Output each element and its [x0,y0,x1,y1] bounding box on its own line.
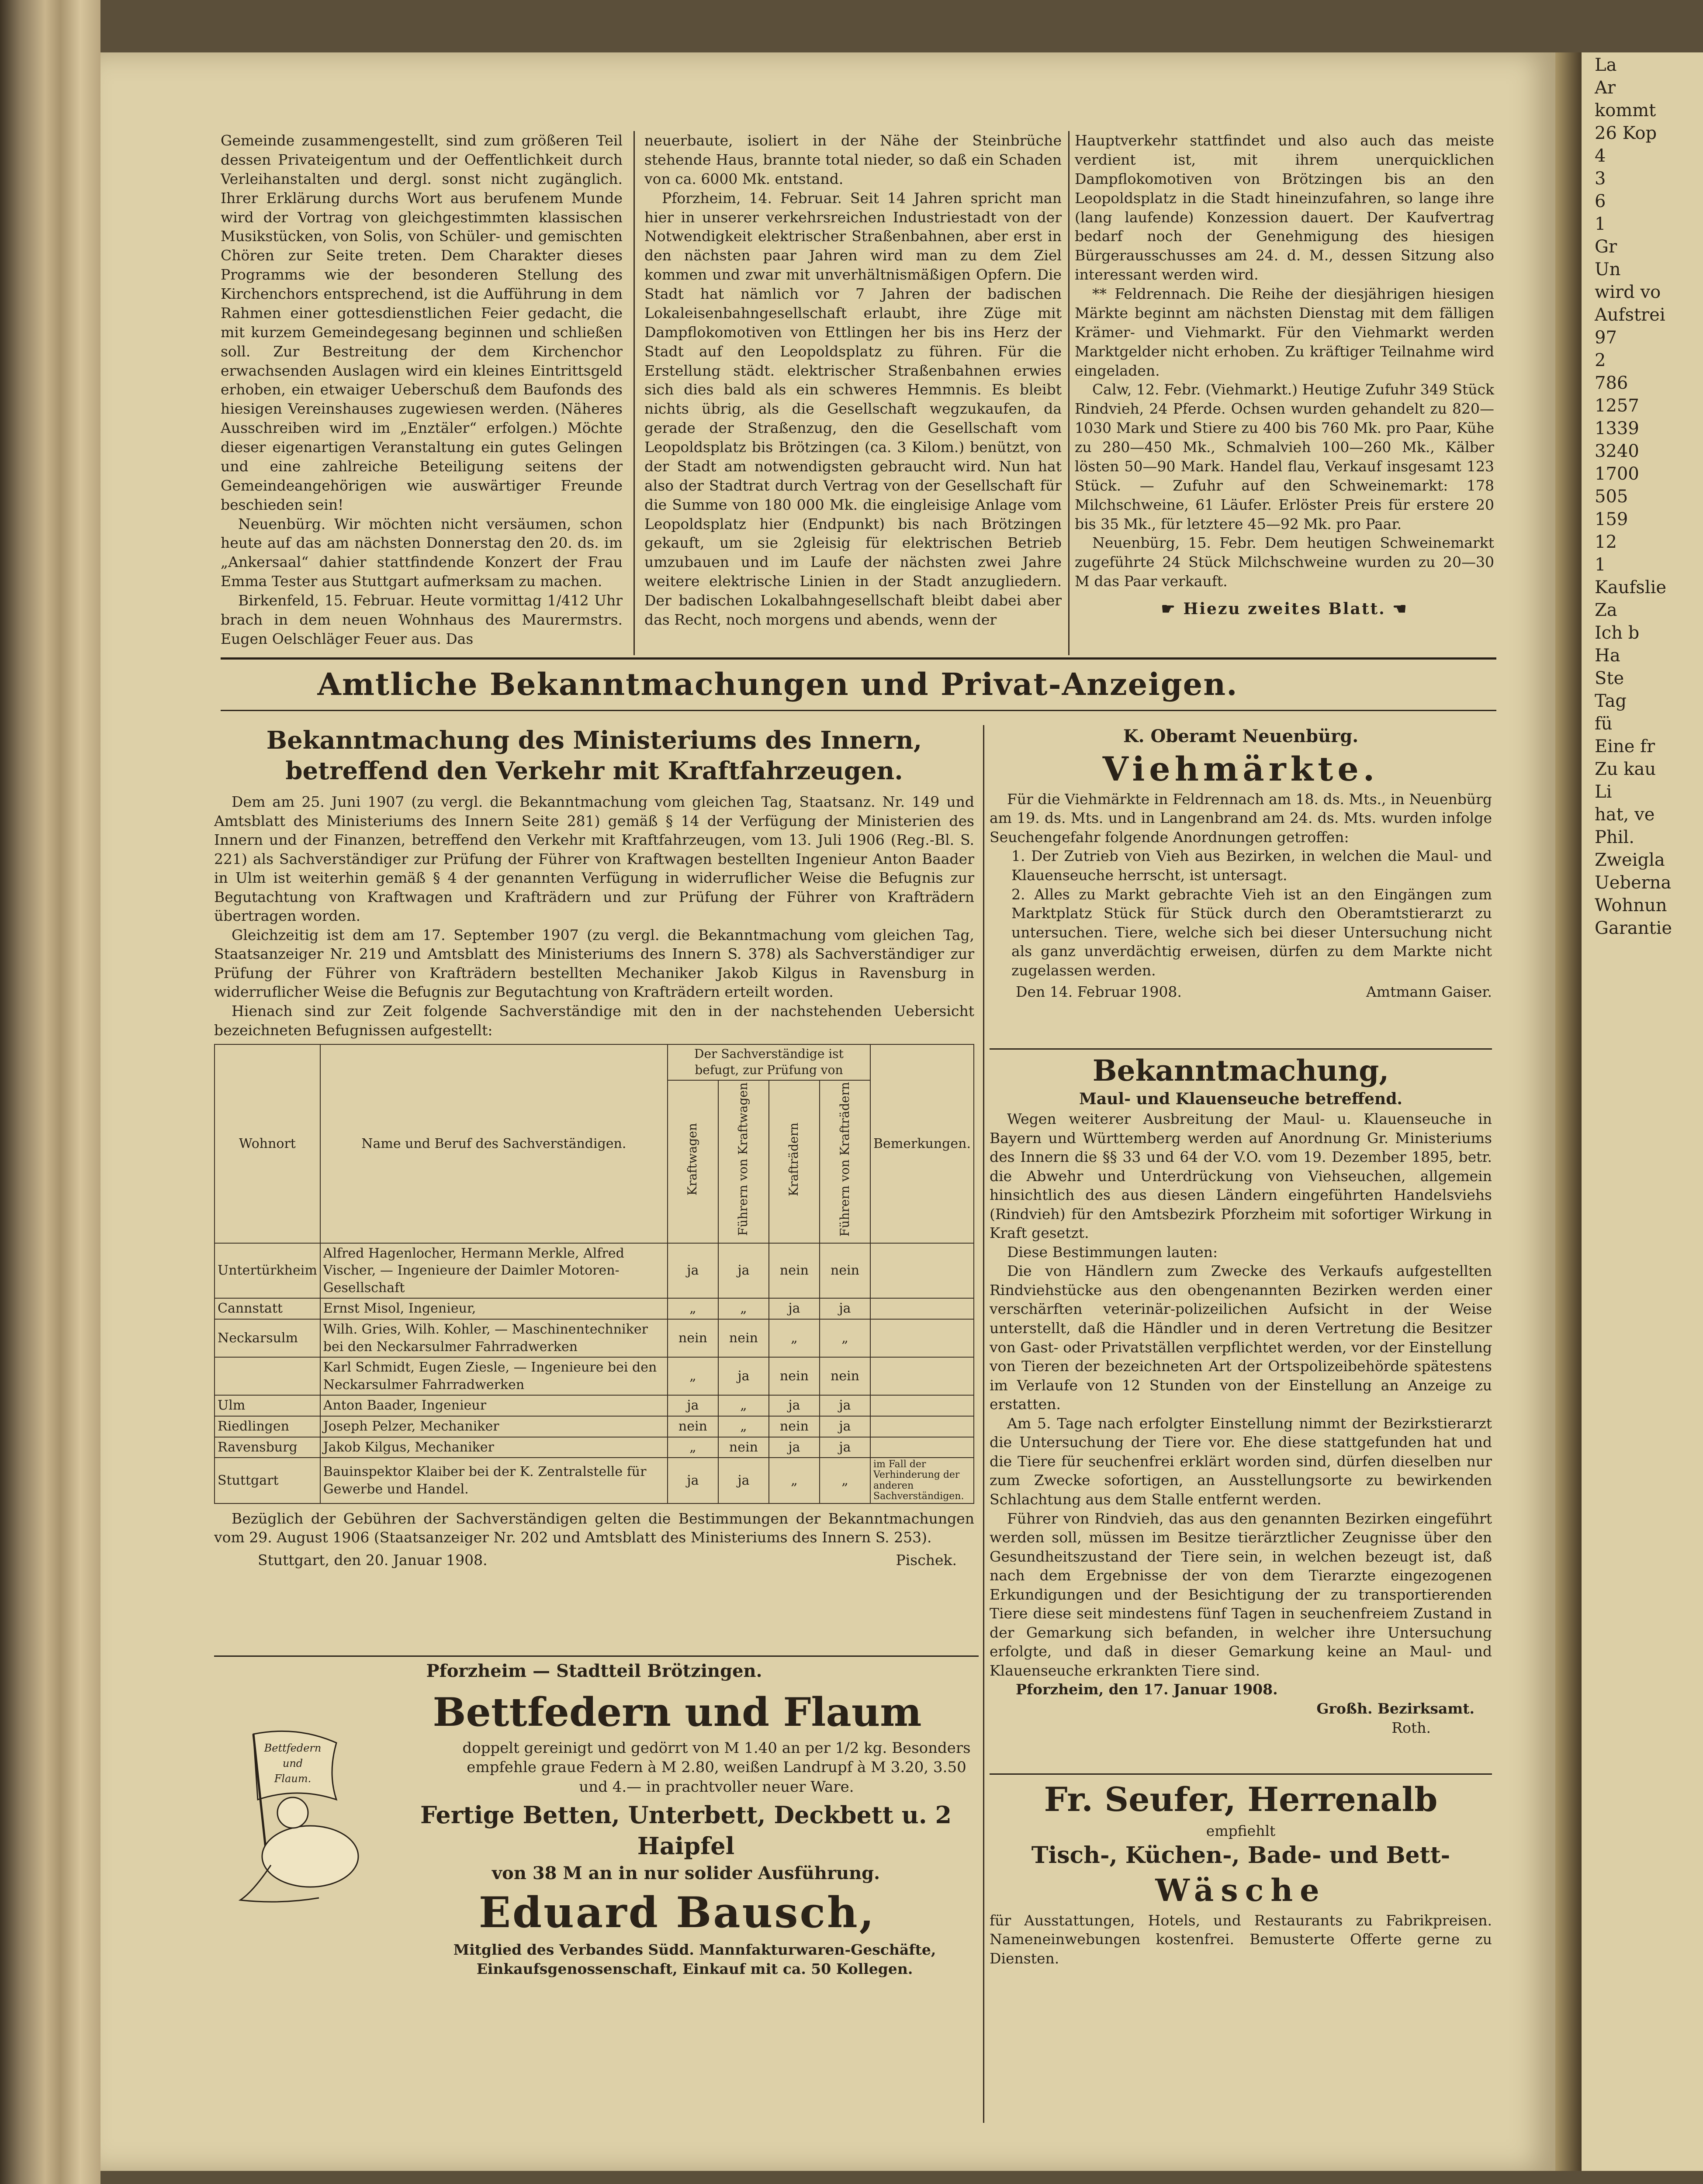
table-cell-b: „ [718,1298,769,1319]
news-paragraph: Pforzheim, 14. Februar. Seit 14 Jahren spricht man hier in unserer verkehrsreichen Industriestadt von der Notwendigkeit elektrischer Straßenbahnen, aber erst in den nächsten paar Jahren wird man zu dem Ziel kommen und zwar mit unverhältnismäßigen Opfern. Die Stadt hat nämlich vor 7 Jahren der badischen Lokaleisenbahngesellschaft erlaubt, ihre Züge mit Dampflokomotiven von Ettlingen her bis ins Herz der Stadt auf den Leopoldsplatz zu führen. Für die Erstellung städt. elektrischer Straßenbahnen erwies sich dies bald als ein schweres Hemmnis. Es bleibt nichts übrig, als die Gesellschaft wegzukaufen, da gerade der Straßenzug, den die Gesellschaft vom Leopoldsplatz bis Brötzingen (ca. 3 Kilom.) benützt, von der Stadt am notwendigsten gebraucht wird. Nun hat also der Stadtrat durch Vertrag von der Gesellschaft für die Summe von 180 000 Mk. die eingleisige Anlage vom Leopoldsplatz hier (Endpunkt) bis nach Brötzingen gekauft, um sie 2gleisig für elektrischen Betrieb umzubauen und im Laufe der nächsten zwei Jahre weitere elektrische Linien in der Stadt anzugliedern. Der badischen Lokalbahngesellschaft bleibt dabei aber das Recht, noch morgens und abends, wenn der [644,189,1062,628]
signature: Pischek. [896,1551,957,1569]
adjacent-page-fragment: 1 [1595,555,1606,575]
ad-sub: empfiehlt [1206,1822,1276,1840]
table-cell-c: ja [769,1437,820,1458]
table-cell-d: ja [820,1298,870,1319]
ad-brand: Eduard Bausch, [478,1887,876,1937]
goose-body [262,1826,358,1887]
notice-office: Großh. Bezirksamt. [1316,1700,1475,1717]
table-row [215,1395,974,1416]
table-cell-a: ja [668,1458,718,1503]
news-paragraph: Calw, 12. Febr. (Viehmarkt.) Heutige Zufuhr 349 Stück Rindvieh, 24 Pferde. Ochsen wurden gehandelt zu 820—1030 Mark und Stiere zu 400 bis 760 Mk. pro Paar, Kühe zu 280—450 Mk., Schmalvieh 100—260 Mk., Kälber lösten 50—90 Mark. Handel flau, Verkauf insgesamt 123 Stück. — Zufuhr auf den Schweinemarkt: 178 Milchschweine, 61 Läufer. Erlöster Preis für erstere 20 bis 35 Mk., für letztere 45—92 Mk. pro Paar. [1075,381,1494,532]
notice-title: Viehmärkte. [1102,749,1379,788]
ministry-paragraph: Gleichzeitig ist dem am 17. September 1907 (zu vergl. die Bekanntmachung vom gleichen Tag, Staatsanzeiger Nr. 219 und Amtsblatt des Ministeriums des Innern S. 378) als Sachverständiger zur Prüfung der Führer von Krafträdern bestellten Mechaniker Jakob Kilgus in Ravensburg in widerruflicher Weise die Befugnis zur Begutachtung von Krafträdern erteilt worden. [214,926,974,1001]
table-header-col [668,1080,718,1243]
table-header-col [769,1080,820,1243]
table-cell-r [870,1298,974,1319]
table-cell-r: im Fall der Verhinderung der anderen Sachverständigen. [870,1458,974,1503]
place-date: Stuttgart, den 20. Januar 1908. [258,1551,488,1569]
notice-signature: Amtmann Gaiser. [1366,983,1492,1001]
table-cell-ort: Stuttgart [215,1458,320,1503]
table-cell-d: ja [820,1395,870,1416]
ad-text: Fertige Betten, Unterbett, Deckbett u. 2 Haipfel [420,1801,952,1860]
table-cell-d: nein [820,1243,870,1299]
table-cell-name: Alfred Hagenlocher, Hermann Merkle, Alfred Vischer, — Ingenieure der Daimler Motoren-Gesellschaft [320,1243,668,1299]
news-column-3 [1075,131,1494,620]
table-cell-name: Bauinspektor Klaiber bei der K. Zentralstelle für Gewerbe und Handel. [320,1458,668,1503]
table-cell-name: Karl Schmidt, Eugen Ziesle, — Ingenieure bei den Neckarsulmer Fahrradwerken [320,1357,668,1395]
notice-paragraph: Diese Bestimmungen lauten: [1007,1243,1218,1261]
notice-item: 1. Der Zutrieb von Vieh aus Bezirken, in welchen die Maul- und Klauenseuche herrscht, ist untersagt. [1011,847,1492,884]
table-cell-a: „ [668,1298,718,1319]
table-cell-c: ja [769,1298,820,1319]
notice-paragraph: Führer von Rindvieh, das aus den genannten Bezirken eingeführt werden soll, müssen im Besitze tierärztlicher Zeugnisse über den Gesundheitszustand der Tiere sein, in welchen bezeugt ist, daß nach dem Ergebnisse der von dem Tierarzte eingezogenen Erkundigungen und der Besichtigung der zu transportierenden Tiere diese seit mindestens fünf Tagen in seuchenfreiem Zustand in der Gemarkung sich befanden, in welcher ihre Untersuchung erfolgte, und daß in dieser Gemarkung keine an Maul- und Klauenseuche erkrankten Tiere sind. [990,1510,1492,1679]
ministry-paragraph: Dem am 25. Juni 1907 (zu vergl. die Bekanntmachung vom gleichen Tag, Staatsanz. Nr. 149 und Amtsblatt des Ministeriums des Innern Seite 281) gemäß § 14 der Verfügung der Ministerien des Innern und der Finanzen, betreffend den Verkehr mit Kraftfahrzeugen, vom 13. Juli 1906 (Reg.-Bl. S. 221) als Sachverständiger zur Prüfung der Führer von Kraftwagen bestellten Ingenieur Anton Baader in Ulm ist weiterhin gemäß § 4 der genannten Verfügung in widerruflicher Weise die Befugnis zur Begutachtung von Kraftwagen und Krafträdern und zur Prüfung der Führer von Krafträdern übertragen worden. [214,793,974,925]
table-row [215,1437,974,1458]
table-cell-d: nein [820,1357,870,1395]
adjacent-page-fragment: 1257 [1595,396,1639,416]
ministry-footer [214,1551,974,1570]
table-cell-d: „ [820,1458,870,1503]
ad-text: Wäsche [1155,1872,1326,1909]
adjacent-page-fragment: Aufstrei [1595,305,1665,325]
table-row [215,1416,974,1437]
column-rule [1068,131,1070,655]
second-sheet-label: Hiezu zweites Blatt. [1183,600,1386,618]
table-cell-b: ja [718,1243,769,1299]
child-head [277,1797,308,1828]
adjacent-page-fragment: Phil. [1595,827,1634,847]
table-cell-ort: Neckarsulm [215,1319,320,1357]
table-cell-ort: Riedlingen [215,1416,320,1437]
news-paragraph: Neuenbürg, 15. Febr. Dem heutigen Schweinemarkt zugeführte 24 Stück Milchschweine wurden zu 20—30 M das Paar verkauft. [1075,534,1494,590]
table-row [215,1243,974,1299]
table-cell-name: Wilh. Gries, Wilh. Kohler, — Maschinentechniker bei den Neckarsulmer Fahrradwerken [320,1319,668,1357]
adjacent-page-fragment: Ha [1595,646,1620,666]
adjacent-page-fragment: Zu kau [1595,759,1656,779]
table-cell-a: nein [668,1319,718,1357]
table-cell-name: Ernst Misol, Ingenieur, [320,1298,668,1319]
adjacent-page-fragment: 505 [1595,487,1628,507]
table-cell-d: ja [820,1437,870,1458]
table-cell-ort: Ulm [215,1395,320,1416]
book-edge [0,0,100,2184]
col-label: Führern von Krafträdern [837,1082,852,1237]
table-row [215,1357,974,1395]
notice-paragraph: Die von Händlern zum Zwecke des Verkaufs aufgestellten Rindviehstücke aus den obengenannten Bezirken werden einer verschärften veterinär-polizeilichen Aufsicht in der Weise unterstellt, daß die Händler und in deren Vertretung die Besitzer von Gast- oder Privatställen verpflichtet werden, vor der Einstellung von Tieren der bezeichneten Art der Ortspolizeibehörde spätestens im Verlaufe von 12 Stunden von der Einstellung an Anzeige zu erstatten. [990,1262,1492,1413]
adjacent-page-fragment: kommt [1595,100,1656,121]
adjacent-page-fragment: Gr [1595,237,1617,257]
pointing-hand-icon: ☛ [1161,600,1184,618]
column-rule [633,131,635,655]
seufer-ad [990,1778,1492,1968]
page-gutter [1555,52,1582,2171]
ad-title: Bettfedern und Flaum [433,1689,922,1735]
table-row [215,1458,974,1503]
table-header-remarks: Bemerkungen. [870,1044,974,1243]
ministry-paragraph: Bezüglich der Gebühren der Sachverständigen gelten die Bestimmungen der Bekanntmachungen vom 29. August 1906 (Staatsanzeiger Nr. 202 und Amtsblatt des Ministeriums des Innern S. 253). [214,1510,974,1546]
adjacent-page-fragment: Eine fr [1595,736,1655,757]
table-cell-b: ja [718,1458,769,1503]
adjacent-page-fragment: Un [1595,259,1621,280]
seuche-notice [990,1053,1492,1737]
viehmaerkte-notice [990,725,1492,1002]
adjacent-page-fragment: 786 [1595,373,1628,393]
adjacent-page-fragment: La [1595,55,1617,75]
news-column-2 [644,131,1062,629]
flag-text: Flaum. [274,1773,312,1785]
table-cell-c: „ [769,1458,820,1503]
adjacent-page-fragment: Ich b [1595,623,1640,643]
adjacent-page-fragment: hat, ve [1595,805,1655,825]
table-cell-b: nein [718,1319,769,1357]
table-cell-c: nein [769,1416,820,1437]
notice-title: Bekanntmachung, [1092,1054,1389,1088]
table-header-col [820,1080,870,1243]
ad-text: Mitglied des Verbandes Südd. Mannfakturwaren-Geschäfte, Einkaufsgenossenschaft, Einkauf mit ca. 50 Kollegen. [453,1941,936,1977]
table-row [215,1319,974,1357]
ad-rule [214,1655,979,1657]
news-column-1 [221,131,623,649]
table-cell-c: „ [769,1319,820,1357]
col-label: Krafträdern [786,1122,801,1196]
table-cell-b: nein [718,1437,769,1458]
table-cell-d: ja [820,1416,870,1437]
notice-paragraph: Für die Viehmärkte in Feldrennach am 18. ds. Mts., in Neuenbürg am 19. ds. Mts. und in Langenbrand am 24. ds. Mts. wurden infolge Seuchengefahr folgende Anordnungen getroffen: [990,790,1492,846]
adjacent-page-fragment: 2 [1595,350,1606,370]
table-cell-b: „ [718,1395,769,1416]
adjacent-page-fragment: fü [1595,714,1613,734]
table-cell-d: „ [820,1319,870,1357]
adjacent-page-fragment: 6 [1595,191,1606,211]
table-cell-ort [215,1357,320,1395]
notice-paragraph: Am 5. Tage nach erfolgter Einstellung nimmt der Bezirkstierarzt die Untersuchung der Tiere vor. Ehe diese stattgefunden hat und die Tiere für seuchenfrei erklärt worden sind, dürfen dieselben nur zum Zwecke sofortigen, an Ausstellungsorte zu bewirkenden Schlachtung aus dem Stalle entfernt werden. [990,1414,1492,1508]
adjacent-page-fragment: Tag [1595,691,1627,711]
second-sheet-note [1075,599,1494,620]
experts-table [214,1044,974,1504]
adjacent-page-fragment: wird vo [1595,282,1661,302]
table-cell-ort: Untertürkheim [215,1243,320,1299]
adjacent-page-fragment: Ar [1595,78,1616,98]
notice-date: Den 14. Februar 1908. [1016,983,1182,1001]
table-cell-r [870,1243,974,1299]
table-cell-a: nein [668,1416,718,1437]
table-cell-name: Joseph Pelzer, Mechaniker [320,1416,668,1437]
adjacent-page-fragment: Wohnun [1595,895,1667,916]
adjacent-page-fragment: Zweigla [1595,850,1665,870]
adjacent-page-fragment: Ueberna [1595,873,1672,893]
flag-text: Bettfedern [264,1742,322,1754]
goose-flag-emblem [227,1725,371,1909]
ministry-notice [214,725,974,1570]
pointing-hand-icon: ☚ [1385,600,1408,618]
table-cell-r [870,1437,974,1458]
ad-text: für Ausstattungen, Hotels, und Restaurants zu Fabrikpreisen. Nameneinwebungen kostenfrei. Bemusterte Offerte gerne zu Diensten. [990,1911,1492,1967]
adjacent-page-fragment: Za [1595,600,1617,620]
adjacent-page-fragment: 97 [1595,328,1617,348]
adjacent-page-fragment: Ste [1595,668,1624,688]
notice-footer [990,982,1492,1002]
table-cell-r [870,1416,974,1437]
news-paragraph: Gemeinde zusammengestellt, sind zum größeren Teil dessen Privateigentum und der Oeffentlichkeit durch Verleihanstalten und dergl. sonst nicht zugänglich. Ihrer Erklärung durchs Wort aus berufenem Munde wird der Vortrag von gleichgestimmten klassischen Musikstücken, von Solis, von Schüler- und gemischten Chören zur Seite treten. Dem Charakter dieses Programms wie der besonderen Stellung des Kirchenchors entsprechend, ist die Aufführung in dem Rahmen einer gottesdienstlichen Feier gedacht, die mit kurzem Gemeindegesang beginnen und schließen soll. Zur Bestreitung der dem Kirchenchor erwachsenden Auslagen wird ein kleines Eintrittsgeld erhoben, ein etwaiger Ueberschuß dem Baufonds des hiesigen Vereinshauses zugewiesen werden. (Näheres Ausschreiben wird im „Enztäler“ erfolgen.) Möchte dieser eigenartigen Veranstaltung ein gutes Gelingen und eine zahlreiche Beteiligung seitens der Gemeindeangehörigen wie auswärtiger Freunde beschieden sein! [221,132,623,513]
adjacent-page-fragment: 1 [1595,214,1606,234]
table-header-name: Name und Beruf des Sachverständigen. [320,1044,668,1243]
table-cell-name: Anton Baader, Ingenieur [320,1395,668,1416]
ministry-title: Bekanntmachung des Ministeriums des Innern, betreffend den Verkehr mit Kraftfahrzeugen. [266,726,922,785]
adjacent-page [1582,52,1703,2171]
table-cell-ort: Ravensburg [215,1437,320,1458]
table-header-col [718,1080,769,1243]
section-rule [221,710,1496,711]
adjacent-page-fragment: 1339 [1595,418,1639,439]
notice-signature: Roth. [1391,1719,1431,1736]
ad-text: Tisch-, Küchen-, Bade- und Bett- [1031,1842,1450,1869]
notice-subtitle: Maul- und Klauenseuche betreffend. [1079,1089,1402,1108]
adjacent-page-fragment: 3 [1595,169,1606,189]
ad-title: Fr. Seufer, Herrenalb [1044,1780,1438,1819]
news-paragraph: Birkenfeld, 15. Februar. Heute vormittag 1/412 Uhr brach in dem neuen Wohnhaus des Maurermstrs. Eugen Oelschläger Feuer aus. Das [221,592,623,647]
news-paragraph: ** Feldrennach. Die Reihe der diesjährigen hiesigen Märkte beginnt am nächsten Dienstag mit dem fälligen Krämer- und Viehmarkt. Für den Viehmarkt werden Marktgelder nicht erhoben. Zu kräftiger Teilnahme wird eingeladen. [1075,285,1494,379]
col-label: Führern von Kraftwagen [736,1082,751,1236]
adjacent-page-fragment: 12 [1595,532,1617,552]
table-cell-name: Jakob Kilgus, Mechaniker [320,1437,668,1458]
ministry-paragraph: Hienach sind zur Zeit folgende Sachverständige mit den in der nachstehenden Uebersicht bezeichneten Befugnissen aufgestellt: [214,1002,974,1039]
ad-place: Pforzheim — Stadtteil Brötzingen. [426,1661,762,1681]
table-cell-a: „ [668,1437,718,1458]
table-cell-r [870,1319,974,1357]
table-cell-ort: Cannstatt [215,1298,320,1319]
table-header-group: Der Sachverständige ist befugt, zur Prüfung von [668,1044,870,1080]
table-cell-a: ja [668,1395,718,1416]
notice-paragraph: Wegen weiterer Ausbreitung der Maul- u. Klauenseuche in Bayern und Württemberg werden auf Anordnung Gr. Ministeriums des Innern die §§ 33 und 64 der V.O. vom 19. Dezember 1895, betr. die Abwehr und Unterdrückung von Viehseuchen, allgemein hinsichtlich des aus diesen Ländern eingeführten Handelsviehs (Rindvieh) für den Amtsbezirk Pforzheim mit sofortiger Wirkung in Kraft gesetzt. [990,1110,1492,1242]
adjacent-page-fragment: 159 [1595,509,1628,529]
table-cell-c: nein [769,1243,820,1299]
notice-office: K. Oberamt Neuenbürg. [1123,726,1359,746]
table-cell-r [870,1395,974,1416]
table-header-wohnort: Wohnort [215,1044,320,1243]
table-row [215,1298,974,1319]
adjacent-page-fragment: 26 Kop [1595,123,1657,143]
ad-text: von 38 M an in nur solider Ausführung. [492,1863,880,1883]
ad-text: doppelt gereinigt und gedörrt von M 1.40 an per 1/2 kg. Besonders empfehle graue Federn à M 2.80, weißen Landrupf à M 3.20, 3.50 und 4.— in prachtvoller neuer Ware. [462,1739,971,1796]
adjacent-page-fragment: 3240 [1595,441,1639,461]
col-label: Kraftwagen [685,1123,700,1196]
table-cell-b: ja [718,1357,769,1395]
news-paragraph: neuerbaute, isoliert in der Nähe der Steinbrüche stehende Haus, brannte total nieder, so daß ein Schaden von ca. 6000 Mk. entstand. [644,132,1062,187]
news-paragraph: Neuenbürg. Wir möchten nicht versäumen, schon heute auf das am nächsten Donnerstag den 20. ds. im „Ankersaal“ dahier stattfindende Konzert der Frau Emma Tester aus Stuttgart aufmerksam zu machen. [221,515,623,590]
notice-item: 2. Alles zu Markt gebrachte Vieh ist an den Eingängen zum Marktplatz Stück für Stück durch den Oberamtstierarzt zu untersuchen. Tiere, welche sich bei dieser Untersuchung nicht als ganz unverdächtig erweisen, dürfen zu dem Markte nicht zugelassen werden. [1011,885,1492,979]
ad-rule [990,1773,1492,1775]
adjacent-page-fragment: Kaufslie [1595,577,1667,598]
adjacent-page-fragment: 1700 [1595,464,1639,484]
table-cell-c: ja [769,1395,820,1416]
section-header: Amtliche Bekanntmachungen und Privat-Anzeigen. [317,666,1238,702]
table-cell-a: ja [668,1243,718,1299]
table-cell-r [870,1357,974,1395]
adjacent-page-fragment: 4 [1595,146,1606,166]
table-cell-b: „ [718,1416,769,1437]
table-cell-c: nein [769,1357,820,1395]
news-paragraph: Hauptverkehr stattfindet und also auch das meiste verdient ist, mit ihrem unerquicklichen Dampflokomotiven von Brötzingen bis an den Leopoldsplatz in die Stadt hineinzufahren, so lange ihre (lang laufende) Konzession dauert. Der Kaufvertrag bedarf noch der Genehmigung des hiesigen Bürgerausschusses am 24. d. M., dessen Sitzung also interessant werden wird. [1075,132,1494,283]
section-rule [221,657,1496,660]
table-cell-a: „ [668,1357,718,1395]
flag-text: und [282,1757,303,1769]
column-rule [983,725,984,2123]
notice-date: Pforzheim, den 17. Januar 1908. [1016,1681,1278,1698]
adjacent-page-fragment: Li [1595,782,1612,802]
notice-rule [990,1048,1492,1050]
adjacent-page-fragment: Garantie [1595,918,1672,938]
